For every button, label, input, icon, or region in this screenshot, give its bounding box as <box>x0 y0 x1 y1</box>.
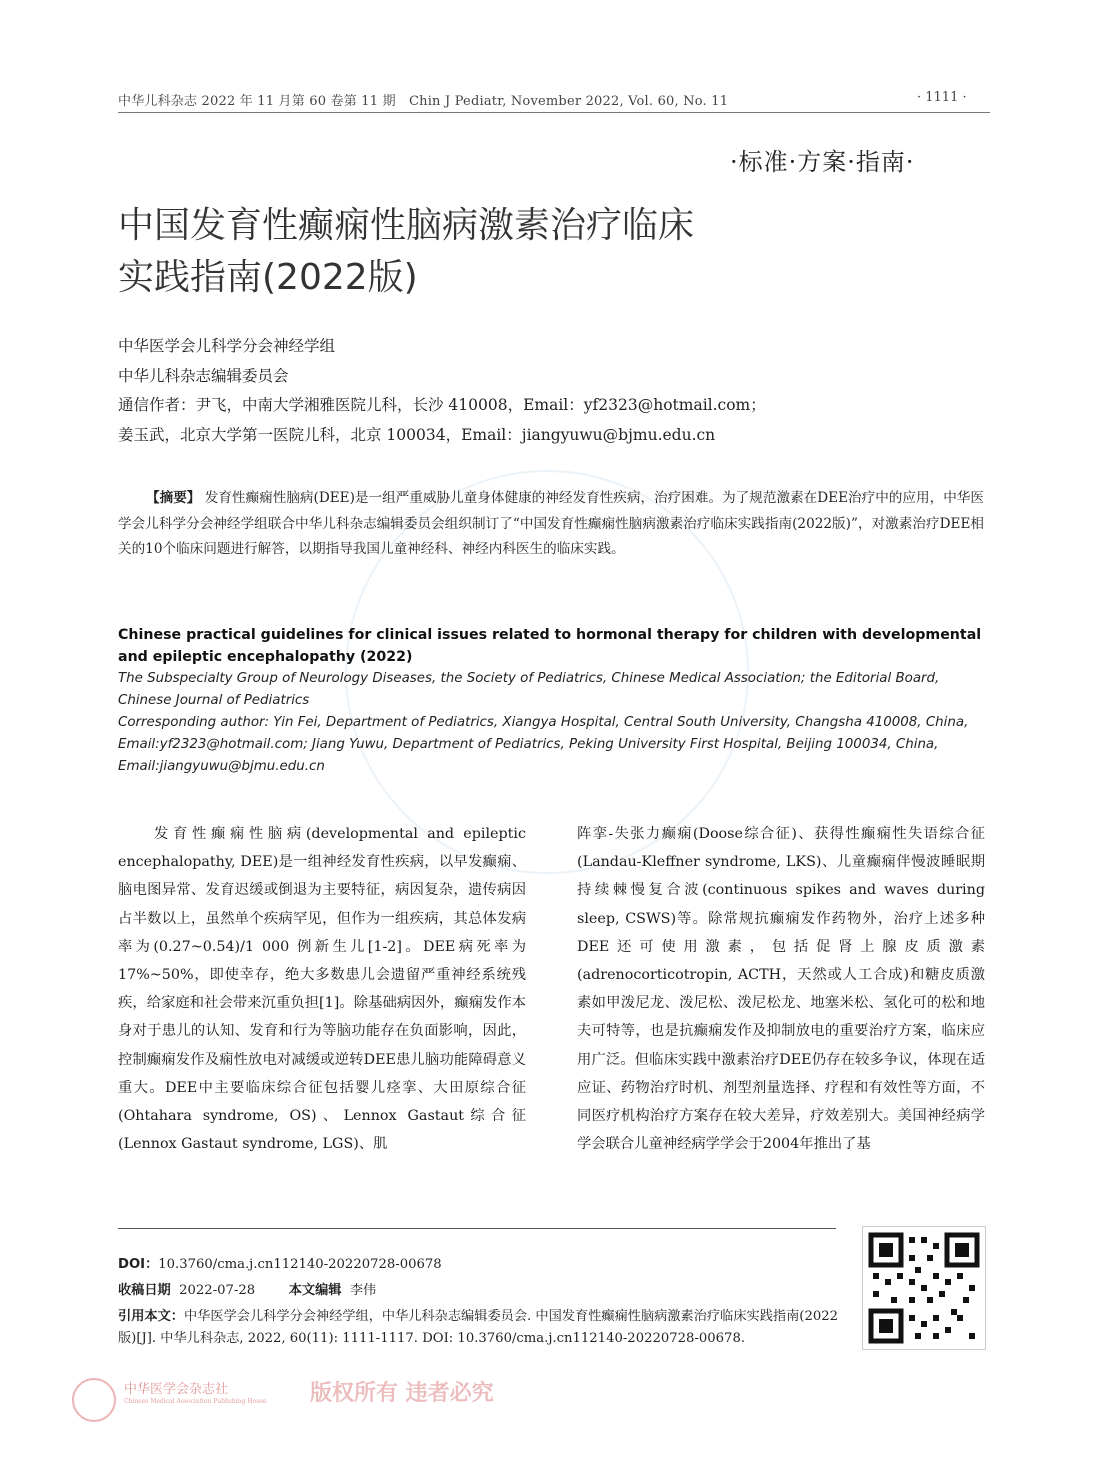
abstract-label: 【摘要】 <box>146 490 201 506</box>
english-author-block <box>118 668 990 778</box>
body-paragraph: 阵挛-失张力癫痫(Doose综合征)、获得性癫痫性失语综合征(Landau-Kleffner syndrome, LKS)、儿童癫痫伴慢波睡眠期持续棘慢复合波(continuous spikes and waves during sleep, CSWS)等。除常规抗癫痫发作药物外，治疗上述多种DEE还可使用激素，包括促肾上腺皮质激素(adrenocorticotropin, ACTH，天然或人工合成)和糖皮质激素如甲泼尼龙、泼尼松、泼尼松龙、地塞米松、氢化可的松和地夫可特等，也是抗癫痫发作及抑制放电的重要治疗方案，临床应用广泛。但临床实践中激素治疗DEE仍存在较多争议，体现在适应证、药物治疗时机、剂型剂量选择、疗程和有效性等方面，不同医疗机构治疗方案存在较大差异，疗效差别大。美国神经病学学会联合儿童神经病学学会于2004年推出了基 <box>577 826 985 1153</box>
title-line-2: 实践指南(2022版) <box>118 257 418 298</box>
cite-label: 引用本文： <box>118 1309 184 1324</box>
doi-value[interactable]: 10.3760/cma.j.cn112140-20220728-00678 <box>158 1257 442 1272</box>
english-corresponding: Corresponding author: Yin Fei, Department of Pediatrics, Xiangya Hospital, Central South University, Changsha 410008, China, Email:yf2323@hotmail.com; Jiang Yuwu, Department of Pediatrics, Peking University First Hospital, Beijing 100034, China, Email:jiangyuwu@bjmu.edu.cn <box>118 715 969 774</box>
author-line: 中华儿科杂志编辑委员会 <box>118 366 289 385</box>
publisher-name-en: Chinese Medical Association Publishing House <box>124 1398 267 1405</box>
column-tag: ·标准·方案·指南· <box>730 148 915 176</box>
running-header: 中华儿科杂志 2022 年 11 月第 60 卷第 11 期 Chin J Pediatr, November 2022, Vol. 60, No. 11 <box>118 94 729 109</box>
corresponding-line: 通信作者：尹飞，中南大学湘雅医院儿科，长沙 410008，Email：yf2323@hotmail.com； <box>118 396 766 414</box>
author-line: 中华医学会儿科学分会神经学组 <box>118 337 336 355</box>
author-block <box>118 332 998 450</box>
editor-name: 李伟 <box>349 1283 377 1298</box>
title-line-1: 中国发育性癫痫性脑病激素治疗临床 <box>118 205 695 246</box>
received-label: 收稿日期 <box>118 1283 171 1298</box>
qr-code[interactable] <box>862 1226 986 1350</box>
abstract-text: 发育性癫痫性脑病(DEE)是一组严重威胁儿童身体健康的神经发育性疾病，治疗困难。为了规范激素在DEE治疗中的应用，中华医学会儿科学分会神经学组联合中华儿科杂志编辑委员会组织制订了“中国发育性癫痫性脑病激素治疗临床实践指南(2022版)”，对激素治疗DEE相关的10个临床问题进行解答，以期指导我国儿童神经科、神经内科医生的临床实践。 <box>118 490 985 557</box>
body-paragraph: 发育性癫痫性脑病(developmental and epileptic encephalopathy, DEE)是一组神经发育性疾病，以早发癫痫、脑电图异常、发育迟缓或倒退为主要特征，病因复杂，遗传病因占半数以上，虽然单个疾病罕见，但作为一组疾病，其总体发病率为(0.27~0.54)/1 000 例新生儿[1-2]。DEE病死率为17%~50%，即使幸存，绝大多数患儿会遗留严重神经系统残疾，给家庭和社会带来沉重负担[1]。除基础病因外，癫痫发作本身对于患儿的认知、发育和行为等脑功能存在负面影响，因此，控制癫痫发作及痫性放电对减缓或逆转DEE患儿脑功能障碍意义重大。DEE中主要临床综合征包括婴儿痉挛、大田原综合征(Ohtahara syndrome, OS)、Lennox Gastaut综合征(Lennox Gastaut syndrome, LGS)、肌 <box>118 826 526 1153</box>
corresponding-line: 姜玉武，北京大学第一医院儿科，北京 100034，Email：jiangyuwu@bjmu.edu.cn <box>118 425 716 444</box>
page-number: · 1111 · <box>917 90 967 105</box>
doi-line <box>118 1254 838 1276</box>
editor-label: 本文编辑 <box>288 1283 342 1298</box>
english-title: Chinese practical guidelines for clinical issues related to hormonal therapy for children with developmental and epileptic encephalopathy (2022) <box>118 627 982 665</box>
received-line <box>118 1280 838 1302</box>
article-title <box>118 200 818 304</box>
publisher-logo-icon <box>72 1378 116 1422</box>
qr-code-icon <box>863 1227 985 1349</box>
body-column-right <box>577 820 985 1158</box>
doi-label: DOI： <box>118 1257 159 1272</box>
body-column-left <box>118 820 526 1158</box>
english-authors: The Subspecialty Group of Neurology Diseases, the Society of Pediatrics, Chinese Medical Association; the Editorial Board, Chinese Journal of Pediatrics <box>118 671 940 708</box>
header-divider <box>118 112 990 113</box>
footnote-divider <box>118 1228 836 1229</box>
publisher-name: 中华医学会杂志社 <box>124 1382 229 1397</box>
citation <box>118 1306 838 1350</box>
received-date: 2022-07-28 <box>179 1283 256 1298</box>
abstract <box>118 486 984 563</box>
copyright-stamp: 版权所有 违者必究 <box>310 1381 494 1406</box>
cite-text: 中华医学会儿科学分会神经学组，中华儿科杂志编辑委员会. 中国发育性癫痫性脑病激素治疗临床实践指南(2022版)[J]. 中华儿科杂志, 2022, 60(11): 1111-1117. DOI: 10.3760/cma.j.cn112140-20220728-00678. <box>118 1309 839 1346</box>
